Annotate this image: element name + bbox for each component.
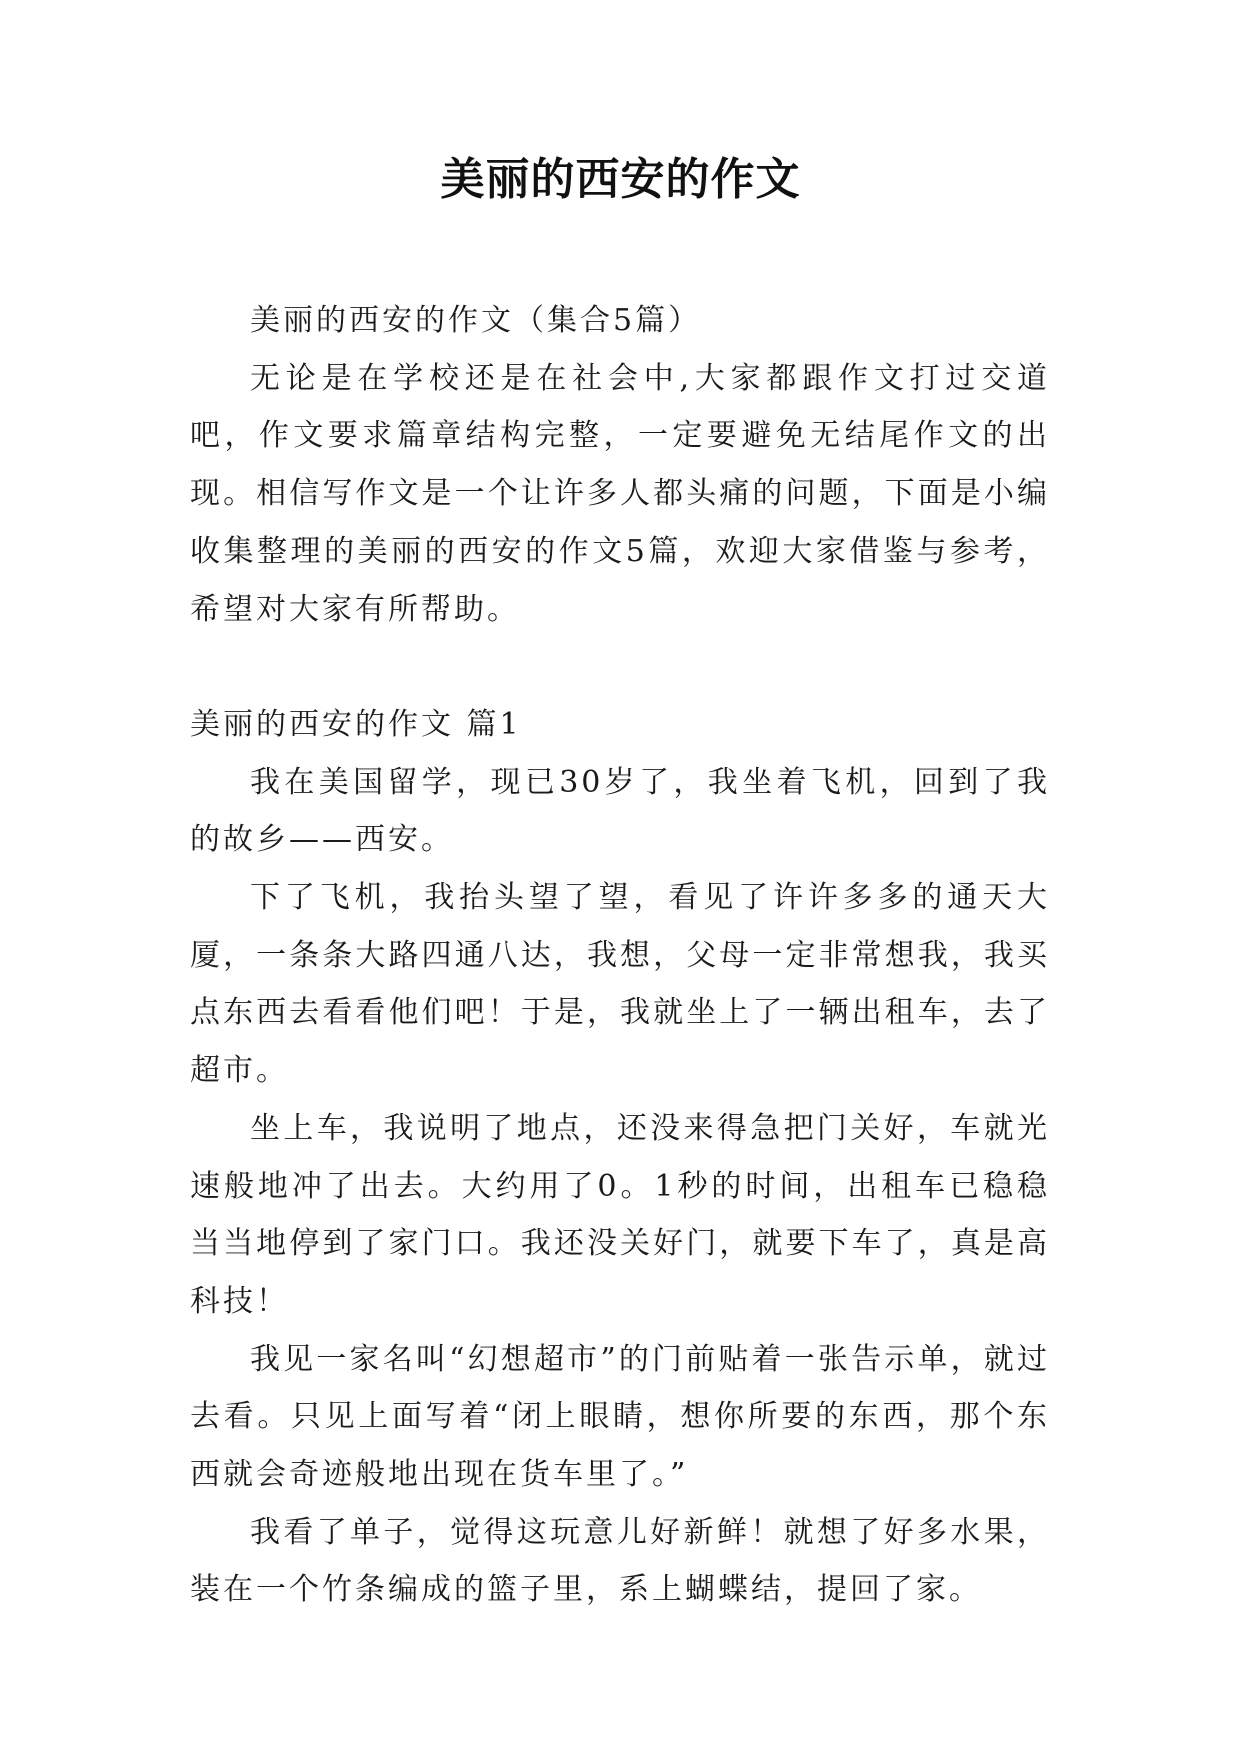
document-title: 美丽的西安的作文 xyxy=(440,154,801,205)
document-subtitle: 美丽的西安的作文（集合5篇） xyxy=(250,303,702,338)
section-spacer xyxy=(190,638,1050,696)
document-body xyxy=(190,292,1050,1619)
intro-paragraph: 无论是在学校还是在社会中,大家都跟作文打过交道吧，作文要求篇章结构完整，一定要避免无结尾作文的出现。相信写作文是一个让许多人都头痛的问题，下面是小编收集整理的美丽的西安的作文5篇，欢迎大家借鉴与参考，希望对大家有所帮助。 xyxy=(190,360,1050,627)
body-paragraph: 我在美国留学，现已30岁了，我坐着飞机，回到了我的故乡——西安。 xyxy=(190,764,1050,858)
section-heading: 美丽的西安的作文 篇1 xyxy=(190,706,522,742)
body-paragraph: 坐上车，我说明了地点，还没来得急把门关好，车就光速般地冲了出去。大约用了0。1秒的时间，出租车已稳稳当当地停到了家门口。我还没关好门，就要下车了，真是高科技！ xyxy=(190,1110,1050,1319)
body-paragraph: 我看了单子，觉得这玩意儿好新鲜！就想了好多水果，装在一个竹条编成的篮子里，系上蝴蝶结，提回了家。 xyxy=(190,1514,1050,1608)
body-paragraph: 下了飞机，我抬头望了望，看见了许许多多的通天大厦，一条条大路四通八达，我想，父母一定非常想我，我买点东西去看看他们吧！于是，我就坐上了一辆出租车，去了超市。 xyxy=(190,880,1050,1089)
body-paragraph: 我见一家名叫“幻想超市”的门前贴着一张告示单，就过去看。只见上面写着“闭上眼睛，想你所要的东西，那个东西就会奇迹般地出现在货车里了。” xyxy=(190,1341,1050,1493)
